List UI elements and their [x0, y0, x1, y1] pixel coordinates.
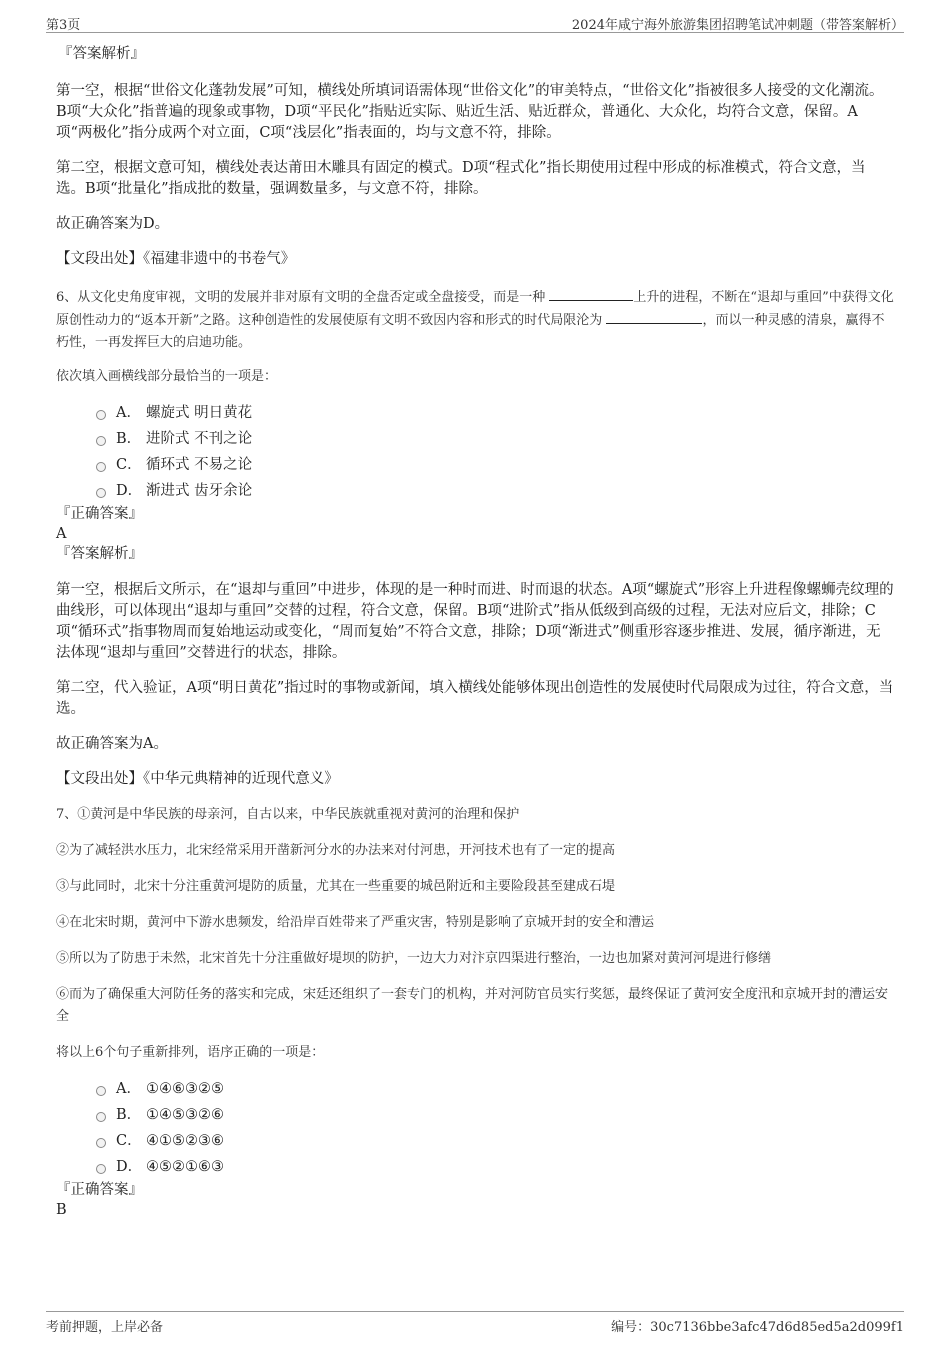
q7-option-a[interactable]: A． ①④⑥③②⑤ — [96, 1076, 894, 1102]
page-number: 第3页 — [46, 18, 81, 33]
q7-sentence-2: ②为了减轻洪水压力，北宋经常采用开凿新河分水的办法来对付河患，开河技术也有了一定的提高 — [56, 843, 616, 858]
radio-icon[interactable] — [96, 1112, 106, 1122]
q7-options — [96, 1076, 894, 1180]
q6-option-d[interactable]: D． 渐进式 齿牙余论 — [96, 478, 894, 504]
footer-code: 编号：30c7136bbe3afc47d6d85ed5a2d099f1 — [611, 1320, 904, 1335]
q5-source: 【文段出处】《福建非遗中的书卷气》 — [56, 251, 296, 267]
q6-answer: A — [56, 526, 67, 542]
q7-sentence-1: 7、①黄河是中华民族的母亲河，自古以来，中华民族就重视对黄河的治理和保护 — [56, 807, 520, 822]
q7-sentence-4: ④在北宋时期，黄河中下游水患频发，给沿岸百姓带来了严重灾害，特别是影响了京城开封的安全和漕运 — [56, 915, 655, 930]
q7-answer-label: 『正确答案』 — [56, 1182, 143, 1198]
radio-icon[interactable] — [96, 488, 106, 498]
q6-stem-part2: 上升的进程，不断在“退却与重回”中获得文化原创性动力的“返本开新”之路。这种创造性的发展使原有文明不致因内容和形式的时代局限沦为 — [56, 290, 894, 328]
q5-analysis-label: 『答案解析』 — [58, 46, 145, 62]
q7-answer: B — [56, 1202, 67, 1218]
q6-analysis-label: 『答案解析』 — [56, 546, 143, 562]
q6-option-b[interactable]: B． 进阶式 不刊之论 — [96, 426, 894, 452]
radio-icon[interactable] — [96, 436, 106, 446]
radio-icon[interactable] — [96, 462, 106, 472]
q7-sentence-5: ⑤所以为了防患于未然，北宋首先十分注重做好堤坝的防护，一边大力对汴京四渠进行整治，一边也加紧对黄河河堤进行修缮 — [56, 951, 772, 966]
q5-analysis-para1: 第一空，根据“世俗文化蓬勃发展”可知，横线处所填词语需体现“世俗文化”的审美特点，“世俗文化”指被很多人接受的文化潮流。B项“大众化”指普遍的现象或事物，D项“平民化”指贴近实际、贴近生活、贴近群众，普通化、大众化，均符合文意，保留。A项“两极化”指分成两个对立面，C项“浅层化”指表面的，均与文意不符，排除。 — [56, 83, 884, 141]
q6-option-c[interactable]: C． 循环式 不易之论 — [96, 452, 894, 478]
q6-options — [96, 400, 894, 504]
q6-blank-2 — [606, 309, 702, 324]
q7-option-c[interactable]: C． ④①⑤②③⑥ — [96, 1128, 894, 1154]
footer-slogan: 考前押题，上岸必备 — [46, 1320, 164, 1335]
q7-prompt: 将以上6个句子重新排列，语序正确的一项是： — [56, 1045, 325, 1060]
document-title: 2024年咸宁海外旅游集团招聘笔试冲刺题（带答案解析） — [571, 18, 904, 33]
radio-icon[interactable] — [96, 410, 106, 420]
q7-sentence-3: ③与此同时，北宋十分注重黄河堤防的质量，尤其在一些重要的城邑附近和主要险段甚至建成石堤 — [56, 879, 616, 894]
q6-stem — [56, 286, 894, 354]
q6-option-a[interactable]: A． 螺旋式 明日黄花 — [96, 400, 894, 426]
q6-answer-label: 『正确答案』 — [56, 506, 143, 522]
q6-prompt: 依次填入画横线部分最恰当的一项是： — [56, 369, 278, 384]
q5-conclusion: 故正确答案为D。 — [56, 216, 170, 232]
q6-analysis-para2: 第二空，代入验证，A项“明日黄花”指过时的事物或新闻，填入横线处能够体现出创造性的发展使时代局限成为过往，符合文意，当选。 — [56, 680, 894, 717]
q7-option-d[interactable]: D． ④⑤②①⑥③ — [96, 1154, 894, 1180]
q7-option-b[interactable]: B． ①④⑤③②⑥ — [96, 1102, 894, 1128]
radio-icon[interactable] — [96, 1086, 106, 1096]
q6-stem-part1: 6、从文化史角度审视，文明的发展并非对原有文明的全盘否定或全盘接受，而是一种 — [56, 290, 546, 305]
q6-conclusion: 故正确答案为A。 — [56, 736, 168, 752]
radio-icon[interactable] — [96, 1138, 106, 1148]
page-content — [56, 44, 894, 1220]
q6-analysis-para1: 第一空，根据后文所示，在“退却与重回”中进步，体现的是一种时而进、时而退的状态。A项“螺旋式”形容上升进程像螺蛳壳纹理的曲线形，可以体现出“退却与重回”交替的过程，符合文意，保留。B项“进阶式”指从低级到高级的过程，无法对应后文，排除；C项“循环式”指事物周而复始地运动或变化，“周而复始”不符合文意，排除；D项“渐进式”侧重形容逐步推进、发展，循序渐进，无法体现“退却与重回”交替进行的状态，排除。 — [56, 582, 894, 661]
q6-blank-1 — [549, 286, 633, 301]
q6-stem-part3: ，而以一种灵感的清泉，赢得不朽性，一再发挥巨大的启迪功能。 — [56, 313, 885, 350]
page-header — [46, 12, 904, 33]
q6-source: 【文段出处】《中华元典精神的近现代意义》 — [56, 771, 339, 787]
q7-sentence-6: ⑥而为了确保重大河防任务的落实和完成，宋廷还组织了一套专门的机构，并对河防官员实行奖惩，最终保证了黄河安全度汛和京城开封的漕运安全 — [56, 987, 889, 1024]
page-footer — [46, 1311, 904, 1336]
radio-icon[interactable] — [96, 1164, 106, 1174]
q5-analysis-para2: 第二空，根据文意可知，横线处表达莆田木雕具有固定的模式。D项“程式化”指长期使用过程中形成的标准模式，符合文意，当选。B项“批量化”指成批的数量，强调数量多，与文意不符，排除。 — [56, 160, 866, 197]
